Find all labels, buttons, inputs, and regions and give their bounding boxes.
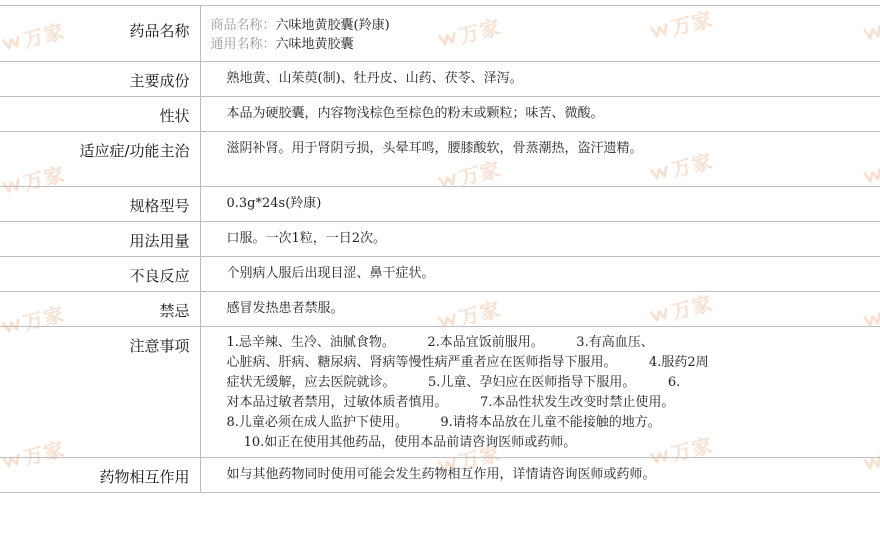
label-indications: 适应症/功能主治 xyxy=(0,132,200,187)
label-contraindications: 禁忌 xyxy=(0,292,200,327)
row-dosage xyxy=(0,222,880,257)
precaution-line: 对本品过敏者禁用，过敏体质者慎用。 7.本品性状发生改变时禁止使用。 xyxy=(226,395,675,410)
generic-name-line xyxy=(211,35,871,54)
value-adverse-reactions: 个别病人服后出现目涩、鼻干症状。 xyxy=(200,257,880,292)
watermark-logo: 万家 xyxy=(0,158,68,201)
watermark-logo: 万家 xyxy=(435,293,503,336)
watermark-logo: 万家 xyxy=(0,433,68,476)
label-drug-name: 药品名称 xyxy=(0,6,200,62)
watermark-logo: 万家 xyxy=(435,437,503,480)
watermark-logo: 万家 xyxy=(647,3,715,46)
value-contraindications: 感冒发热患者禁服。 xyxy=(200,292,880,327)
value-drug-interactions: 如与其他药物同时使用可能会发生药物相互作用，详情请咨询医师或药师。 xyxy=(200,458,880,493)
watermark-logo: 万家 xyxy=(435,153,503,196)
watermark-logo: 万家 xyxy=(0,15,68,58)
row-description xyxy=(0,97,880,132)
row-specification xyxy=(0,187,880,222)
label-description: 性状 xyxy=(0,97,200,132)
label-dosage: 用法用量 xyxy=(0,222,200,257)
row-indications xyxy=(0,132,880,187)
label-ingredients: 主要成份 xyxy=(0,62,200,97)
generic-name-prefix: 通用名称： xyxy=(210,37,276,52)
watermark-logo: 万家 xyxy=(647,429,715,472)
row-ingredients xyxy=(0,62,880,97)
value-drug-name xyxy=(200,6,880,62)
watermark-logo: 万家 xyxy=(435,11,503,54)
row-adverse-reactions xyxy=(0,257,880,292)
row-drug-name xyxy=(0,6,880,62)
label-drug-interactions: 药物相互作用 xyxy=(0,458,200,493)
drug-info-table xyxy=(0,5,880,493)
label-precautions: 注意事项 xyxy=(0,327,200,458)
value-ingredients: 熟地黄、山茱萸(制)、牡丹皮、山药、茯苓、泽泻。 xyxy=(200,62,880,97)
watermark-logo: 万家 xyxy=(0,298,68,341)
row-precautions xyxy=(0,327,880,458)
precaution-line: 症状无缓解，应去医院就诊。 5.儿童、孕妇应在医师指导下服用。 6. xyxy=(226,375,681,390)
trade-name-prefix: 商品名称： xyxy=(210,18,276,33)
value-dosage: 口服。一次1粒，一日2次。 xyxy=(200,222,880,257)
trade-name-value: 六味地黄胶囊(羚康) xyxy=(275,18,390,33)
value-description: 本品为硬胶囊，内容物浅棕色至棕色的粉末或颗粒；味苦、微酸。 xyxy=(200,97,880,132)
value-indications: 滋阴补肾。用于肾阴亏损，头晕耳鸣，腰膝酸软，骨蒸潮热，盗汗遗精。 xyxy=(200,132,880,187)
value-precautions xyxy=(200,327,880,458)
value-specification: 0.3g*24s(羚康) xyxy=(200,187,880,222)
precaution-line: 10.如正在使用其他药品，使用本品前请咨询医师或药师。 xyxy=(226,435,577,450)
watermark-logo: 万家 xyxy=(647,145,715,188)
label-specification: 规格型号 xyxy=(0,187,200,222)
trade-name-line xyxy=(211,16,871,35)
watermark-logo: 万家 xyxy=(647,287,715,330)
label-adverse-reactions: 不良反应 xyxy=(0,257,200,292)
precaution-line: 1.忌辛辣、生冷、油腻食物。 2.本品宜饭前服用。 3.有高血压、 xyxy=(226,335,654,350)
precaution-line: 8.儿童必须在成人监护下使用。 9.请将本品放在儿童不能接触的地方。 xyxy=(226,415,661,430)
generic-name-value: 六味地黄胶囊 xyxy=(275,37,354,52)
row-contraindications xyxy=(0,292,880,327)
precaution-line: 心脏病、肝病、糖尿病、肾病等慢性病严重者应在医师指导下服用。 4.服药2周 xyxy=(226,355,709,370)
row-drug-interactions xyxy=(0,458,880,493)
